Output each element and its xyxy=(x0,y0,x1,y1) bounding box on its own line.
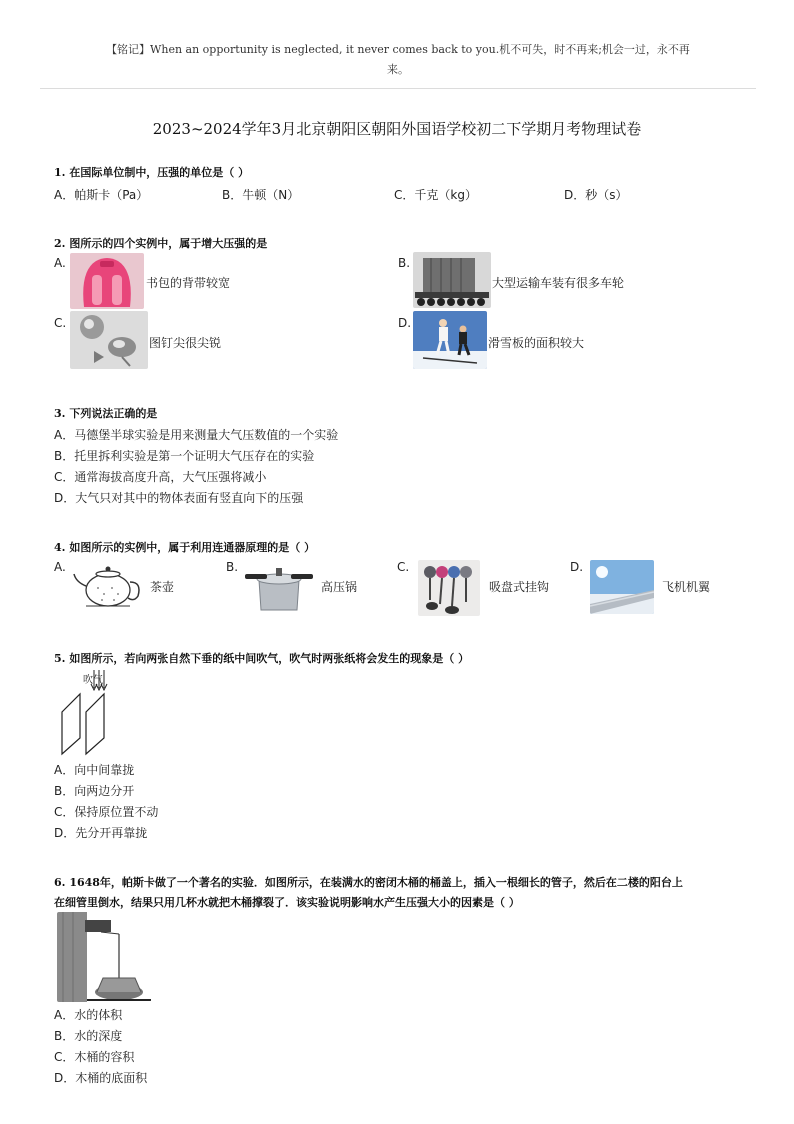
question-4-option-a-caption: 茶壶 xyxy=(150,580,175,594)
pascal-barrel-photo xyxy=(57,912,151,1002)
question-1-stem: 1. 在国际单位制中，压强的单位是（ ） xyxy=(54,166,250,179)
skier-photo xyxy=(413,311,487,369)
exam-title: 2023~2024学年3月北京朝阳区朝阳外国语学校初二下学期月考物理试卷 xyxy=(152,120,642,138)
question-2-option-b-letter[interactable]: B. xyxy=(398,256,411,270)
question-4-option-d-caption: 飞机机翼 xyxy=(662,580,711,594)
question-5-option-b[interactable]: B．向两边分开 xyxy=(54,784,135,798)
motto-line-2: 来。 xyxy=(387,63,409,76)
question-3-option-d[interactable]: D．大气只对其中的物体表面有竖直向下的压强 xyxy=(54,491,304,505)
question-6-option-d[interactable]: D．木桶的底面积 xyxy=(54,1071,148,1085)
question-2-option-b-caption: 大型运输车装有很多车轮 xyxy=(492,276,625,290)
question-2-option-c-letter[interactable]: C. xyxy=(54,316,67,330)
question-4-option-c-caption: 吸盘式挂钩 xyxy=(489,580,550,594)
question-4-option-d-letter[interactable]: D. xyxy=(570,560,584,574)
truck-photo xyxy=(413,252,491,308)
question-2-option-d-caption: 滑雪板的面积较大 xyxy=(488,336,585,350)
question-6-stem-line-1: 6. 1648年，帕斯卡做了一个著名的实验．如图所示，在装满水的密闭木桶的桶盖上，插入一根细长的管子，然后在二楼的阳台上 xyxy=(54,876,683,889)
question-4-option-b-caption: 高压锅 xyxy=(321,580,358,594)
question-2-stem: 2. 图所示的四个实例中，属于增大压强的是 xyxy=(54,237,268,250)
question-5-stem: 5. 如图所示，若向两张自然下垂的纸中间吹气，吹气时两张纸将会发生的现象是（ ） xyxy=(54,652,470,665)
question-6-stem-line-2: 在细管里倒水，结果只用几杯水就把木桶撑裂了．该实验说明影响水产生压强大小的因素是（ ） xyxy=(54,896,520,909)
question-3-option-b[interactable]: B．托里拆利实验是第一个证明大气压存在的实验 xyxy=(54,449,315,463)
question-4-option-b-letter[interactable]: B. xyxy=(226,560,239,574)
airplane-wing-photo xyxy=(590,560,654,614)
question-2-option-c-caption: 图钉尖很尖锐 xyxy=(149,336,222,350)
question-2-option-a-caption: 书包的背带较宽 xyxy=(146,276,231,290)
question-1-option-c[interactable]: C．千克（kg） xyxy=(394,188,477,202)
teapot-drawing xyxy=(72,560,144,612)
question-4-option-c-letter[interactable]: C. xyxy=(397,560,410,574)
backpack-photo xyxy=(70,253,144,309)
blow-air-label: 吹气 xyxy=(83,675,103,686)
question-1-option-b[interactable]: B．牛顿（N） xyxy=(222,188,300,202)
pressure-cooker-photo xyxy=(243,562,315,614)
question-1-option-a[interactable]: A．帕斯卡（Pa） xyxy=(54,188,149,202)
question-3-option-a[interactable]: A．马德堡半球实验是用来测量大气压数值的一个实验 xyxy=(54,428,339,442)
question-6-option-c[interactable]: C．木桶的容积 xyxy=(54,1050,135,1064)
question-5-option-c[interactable]: C．保持原位置不动 xyxy=(54,805,159,819)
question-2-option-a-letter[interactable]: A. xyxy=(54,256,66,270)
question-1-option-d[interactable]: D．秒（s） xyxy=(564,188,628,202)
question-5-option-a[interactable]: A．向中间靠拢 xyxy=(54,763,135,777)
question-6-option-a[interactable]: A．水的体积 xyxy=(54,1008,123,1022)
question-6-option-b[interactable]: B．水的深度 xyxy=(54,1029,123,1043)
question-4-option-a-letter[interactable]: A. xyxy=(54,560,66,574)
question-3-option-c[interactable]: C．通常海拔高度升高，大气压强将减小 xyxy=(54,470,267,484)
motto-line-1: 【铭记】When an opportunity is neglected, it never comes back to you.机不可失，时不再来;机会一过，永不再 xyxy=(106,43,690,56)
header-divider xyxy=(40,88,756,89)
question-2-option-d-letter[interactable]: D. xyxy=(398,316,412,330)
header-motto xyxy=(40,40,756,80)
suction-hook-photo xyxy=(418,560,480,616)
question-5-option-d[interactable]: D．先分开再靠拢 xyxy=(54,826,148,840)
thumbtack-photo xyxy=(70,311,148,369)
question-4-stem: 4. 如图所示的实例中，属于利用连通器原理的是（ ） xyxy=(54,541,316,554)
question-3-stem: 3. 下列说法正确的是 xyxy=(54,407,158,420)
